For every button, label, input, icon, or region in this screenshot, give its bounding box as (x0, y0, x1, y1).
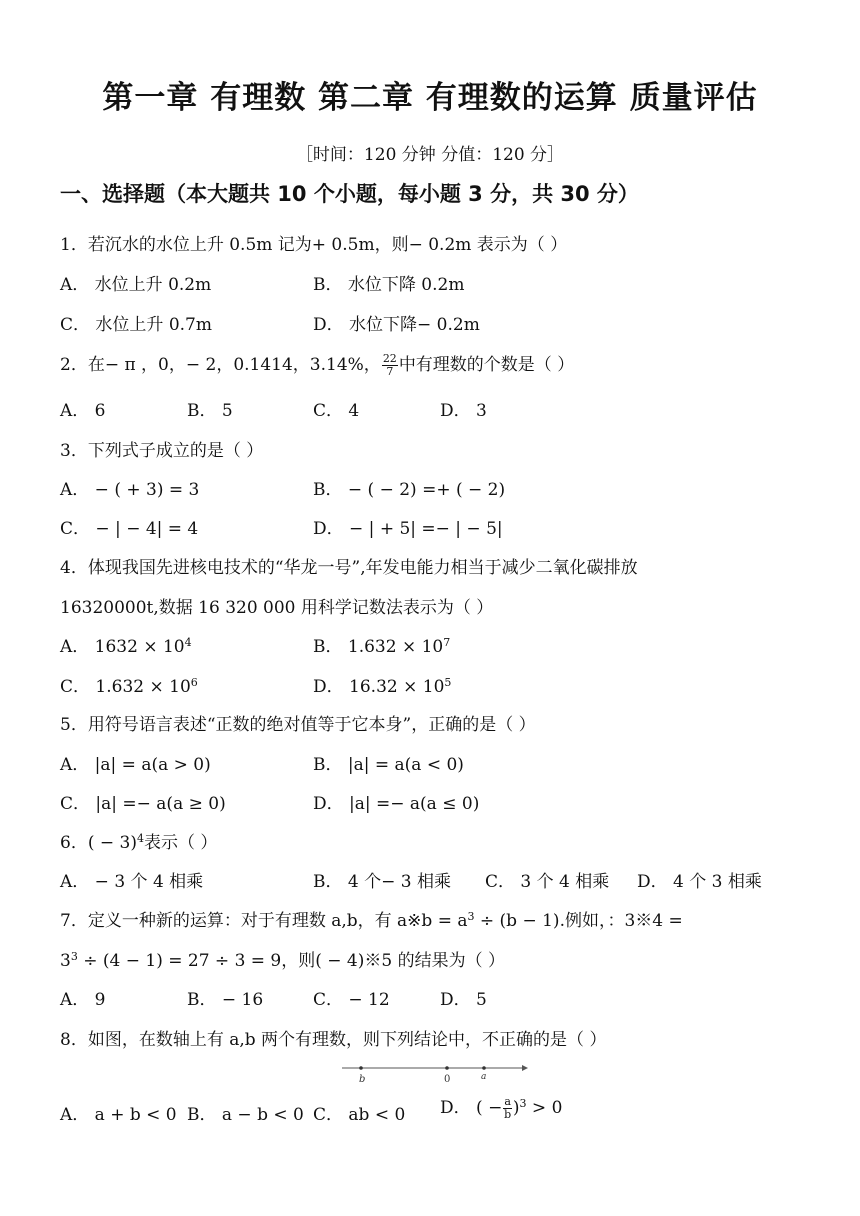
question-4-stem-line1: 4．体现我国先进核电技术的“华龙一号”,年发电能力相当于减少二氧化碳排放 (60, 558, 638, 578)
exponent: 6 (190, 676, 198, 689)
exponent: 4 (184, 636, 192, 649)
axis-arrow-icon (522, 1065, 528, 1071)
point-a (482, 1066, 486, 1070)
question-1-stem: 1．若沉水的水位上升 0.5m 记为+ 0.5m，则− 0.2m 表示为（ ） (60, 235, 568, 255)
point-b (359, 1066, 363, 1070)
exponent: 7 (443, 636, 451, 649)
exam-meta: ［时间：120 分钟 分值：120 分］ (295, 145, 565, 165)
fraction-22-7 (382, 353, 398, 378)
question-5-option-a: A． |a| = a(a > 0) (60, 755, 211, 775)
question-7-option-c: C． − 12 (313, 990, 390, 1010)
section-heading: 一、选择题（本大题共 10 个小题，每小题 3 分，共 30 分） (60, 182, 639, 206)
page-title: 第一章 有理数 第二章 有理数的运算 质量评估 (102, 80, 758, 116)
question-1-option-d: D． 水位下降− 0.2m (313, 315, 480, 335)
question-5-option-d: D． |a| =− a(a ≤ 0) (313, 794, 480, 814)
exponent: 5 (444, 676, 452, 689)
question-6-option-d: D． 4 个 3 相乘 (637, 872, 762, 892)
stem-part2: ÷ (b − 1).例如，：3※4 = (474, 911, 683, 931)
exponent: 4 (136, 832, 144, 845)
question-7-option-d: D． 5 (440, 990, 487, 1010)
question-3-option-b: B． − ( − 2) =+ ( − 2) (313, 480, 506, 500)
label-zero: 0 (444, 1074, 451, 1085)
fraction-denominator: b (504, 1108, 512, 1121)
question-1-option-b: B． 水位下降 0.2m (313, 275, 465, 295)
question-2-option-d: D． 3 (440, 401, 487, 421)
question-6-option-a: A． − 3 个 4 相乘 (60, 872, 204, 892)
question-6-option-b: B． 4 个− 3 相乘 (313, 872, 451, 892)
question-8-option-a: A． a + b < 0 (60, 1105, 177, 1125)
option-text-paren: ) (512, 1098, 520, 1118)
stem-part1: 3 (60, 951, 71, 971)
question-4-option-b (313, 632, 450, 657)
question-4-stem-line2: 16320000t,数据 16 320 000 用科学记数法表示为（ ） (60, 598, 494, 618)
fraction-numerator: a (504, 1095, 511, 1108)
question-7-option-b: B． − 16 (187, 990, 264, 1010)
question-8-option-b: B． a − b < 0 (187, 1105, 304, 1125)
question-2-option-c: C． 4 (313, 401, 360, 421)
number-line-diagram (340, 1062, 530, 1086)
question-5-stem: 5．用符号语言表述“正数的绝对值等于它本身”，正确的是（ ） (60, 715, 536, 735)
question-3-option-d: D． − | + 5| =− | − 5| (313, 519, 503, 539)
question-7-option-a: A． 9 (60, 990, 106, 1010)
fraction-denominator: 7 (386, 365, 394, 378)
question-4-option-a (60, 632, 192, 657)
question-1-option-a: A． 水位上升 0.2m (60, 275, 212, 295)
question-2-option-b: B． 5 (187, 401, 233, 421)
option-text: A． 1632 × 10 (60, 637, 185, 657)
stem-part1: 6．( − 3) (60, 833, 137, 853)
stem-part1: 7．定义一种新的运算：对于有理数 a,b，有 a※b = a (60, 911, 468, 931)
label-a: a (481, 1072, 487, 1082)
question-3-option-a: A． − ( + 3) = 3 (60, 480, 200, 500)
exponent: 3 (70, 950, 78, 963)
question-7-stem-line2 (60, 946, 505, 971)
fraction-a-over-b (503, 1096, 512, 1121)
question-5-option-b: B． |a| = a(a < 0) (313, 755, 464, 775)
question-8-option-c: C． ab < 0 (313, 1105, 406, 1125)
point-zero (445, 1066, 449, 1070)
exponent: 3 (519, 1097, 527, 1110)
question-6-stem (60, 828, 217, 853)
option-text: C． 1.632 × 10 (60, 677, 191, 697)
stem-part2: 表示（ ） (143, 833, 218, 853)
question-4-option-c (60, 672, 198, 697)
question-6-option-c: C． 3 个 4 相乘 (485, 872, 610, 892)
exponent: 3 (467, 910, 475, 923)
question-2-stem-part2: 中有理数的个数是（ ） (398, 355, 575, 375)
label-b: b (359, 1074, 366, 1085)
question-1-option-c: C． 水位上升 0.7m (60, 315, 212, 335)
stem-part2: ÷ (4 − 1) = 27 ÷ 3 = 9，则( − 4)※5 的结果为（ ） (77, 951, 506, 971)
question-8-stem: 8．如图，在数轴上有 a,b 两个有理数，则下列结论中，不正确的是（ ） (60, 1030, 607, 1050)
question-3-option-c: C． − | − 4| = 4 (60, 519, 199, 539)
option-text-tail: > 0 (526, 1098, 563, 1118)
question-2-stem (60, 350, 574, 378)
question-3-stem: 3．下列式子成立的是（ ） (60, 441, 264, 461)
question-4-option-d (313, 672, 451, 697)
question-2-stem-part1: 2．在− π ，0，− 2，0.1414，3.14%， (60, 355, 381, 375)
option-text: D． ( − (440, 1098, 503, 1118)
fraction-numerator: 22 (382, 352, 397, 365)
question-8-option-d (440, 1093, 562, 1121)
option-text: D． 16.32 × 10 (313, 677, 445, 697)
question-7-stem-line1 (60, 906, 683, 931)
question-2-option-a: A． 6 (60, 401, 106, 421)
question-5-option-c: C． |a| =− a(a ≥ 0) (60, 794, 226, 814)
option-text: B． 1.632 × 10 (313, 637, 444, 657)
